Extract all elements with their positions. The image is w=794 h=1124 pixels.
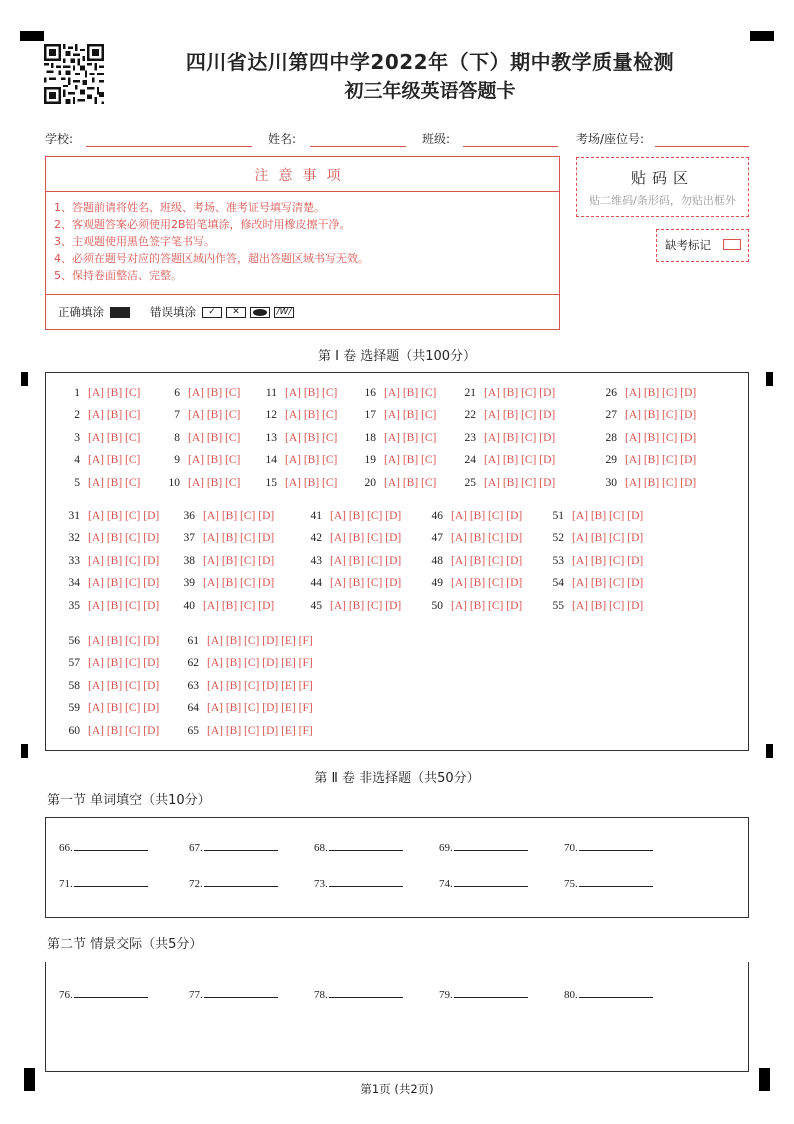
divider <box>46 294 559 295</box>
blank-70[interactable] <box>564 841 653 854</box>
answer-options[interactable]: [A] [B] [C] [D] <box>484 454 556 467</box>
choice-question-13[interactable] <box>259 432 337 444</box>
answer-options[interactable]: [A] [B] [C] [D] <box>330 510 402 522</box>
question-number: 56 <box>68 635 80 647</box>
seat-field[interactable] <box>655 146 749 147</box>
answer-line[interactable] <box>329 988 403 998</box>
question-number: 55 <box>552 599 564 612</box>
answer-options[interactable]: [A] [B] [C] [D] <box>330 599 402 612</box>
question-number: 27 <box>605 409 617 422</box>
page-subtitle: 初三年级英语答题卡 <box>344 80 516 102</box>
choice-question-49[interactable] <box>425 577 522 589</box>
answer-options[interactable]: [A] [B] [C] <box>88 454 141 467</box>
choice-question-51[interactable] <box>546 510 643 522</box>
blank-75[interactable] <box>564 877 653 890</box>
notice-item: 4、必须在题号对应的答题区域内作答，超出答题区域书写无效。 <box>54 252 369 265</box>
choice-question-62[interactable] <box>181 657 313 669</box>
blank-number: 68. <box>314 842 328 854</box>
choice-question-33[interactable] <box>62 555 159 567</box>
choice-question-44[interactable] <box>304 577 401 589</box>
answer-options[interactable]: [A] [B] [C] <box>88 476 141 489</box>
answer-line[interactable] <box>454 988 528 998</box>
blank-number: 70. <box>564 842 578 854</box>
choice-question-28[interactable] <box>599 432 696 444</box>
answer-line[interactable] <box>329 841 403 851</box>
answer-options[interactable]: [A] [B] [C] [D] <box>88 679 160 692</box>
correct-fill-example-icon <box>110 307 130 318</box>
choice-question-29[interactable] <box>599 454 696 466</box>
notice-item: 3、主观题使用黑色签字笔书写。 <box>54 235 215 248</box>
question-number: 63 <box>187 679 199 692</box>
answer-options[interactable]: [A] [B] [C] [D] <box>88 599 160 612</box>
registration-mark-top-left <box>20 31 44 41</box>
answer-options[interactable]: [A] [B] [C] [D] [E] [F] <box>207 679 313 692</box>
name-label: 姓名: <box>268 132 297 146</box>
choice-question-59[interactable] <box>62 702 159 714</box>
blank-72[interactable] <box>189 877 278 890</box>
class-label: 班级: <box>422 132 451 146</box>
answer-options[interactable]: [A] [B] [C] [D] <box>572 532 644 545</box>
question-number: 43 <box>310 554 322 567</box>
answer-options[interactable]: [A] [B] [C] [D] <box>625 431 697 444</box>
name-field[interactable] <box>310 146 406 147</box>
answer-options[interactable]: [A] [B] [C] [D] <box>330 577 402 590</box>
question-number: 54 <box>552 577 564 590</box>
answer-options[interactable]: [A] [B] [C] <box>188 431 241 444</box>
notice-item: 2、客观题答案必须使用2B铅笔填涂，修改时用橡皮擦干净。 <box>54 218 351 231</box>
question-number: 48 <box>431 554 443 567</box>
choice-question-27[interactable] <box>599 409 696 421</box>
answer-options[interactable]: [A] [B] [C] <box>384 431 437 444</box>
question-number: 14 <box>265 454 277 467</box>
question-number: 45 <box>310 599 322 612</box>
blank-69[interactable] <box>439 841 528 854</box>
blank-number: 69. <box>439 842 453 854</box>
answer-options[interactable]: [A] [B] [C] <box>285 454 338 467</box>
question-number: 21 <box>464 387 476 399</box>
question-number: 62 <box>187 657 199 670</box>
question-number: 13 <box>265 431 277 444</box>
answer-options[interactable]: [A] [B] [C] [D] <box>203 554 275 567</box>
choice-question-55[interactable] <box>546 600 643 612</box>
question-number: 12 <box>265 409 277 422</box>
question-number: 39 <box>183 577 195 590</box>
blank-73[interactable] <box>314 877 403 890</box>
question-number: 16 <box>364 387 376 399</box>
blank-number: 80. <box>564 989 578 1001</box>
choice-question-38[interactable] <box>177 555 274 567</box>
answer-options[interactable]: [A] [B] [C] <box>285 476 338 489</box>
notice-box <box>45 156 560 330</box>
choice-question-45[interactable] <box>304 600 401 612</box>
question-number: 26 <box>605 387 617 399</box>
question-number: 59 <box>68 702 80 715</box>
question-number: 2 <box>74 409 80 422</box>
blank-number: 71. <box>59 878 73 890</box>
answer-line[interactable] <box>454 877 528 887</box>
choice-question-41[interactable] <box>304 510 401 522</box>
choice-question-24[interactable] <box>458 454 555 466</box>
blank-79[interactable] <box>439 988 528 1001</box>
answer-options[interactable]: [A] [B] [C] [D] <box>88 657 160 670</box>
question-number: 8 <box>174 431 180 444</box>
answer-options[interactable]: [A] [B] [C] [D] <box>572 554 644 567</box>
answer-options[interactable]: [A] [B] [C] [D] <box>203 577 275 590</box>
school-label: 学校: <box>45 132 74 146</box>
choice-question-7[interactable] <box>162 409 240 421</box>
wrong-fill-label: 错误填涂 <box>150 305 196 319</box>
dialogue-fill-area <box>45 962 749 1072</box>
timing-mark-left-2 <box>21 744 28 758</box>
choice-question-14[interactable] <box>259 454 337 466</box>
answer-options[interactable]: [A] [B] [C] [D] <box>572 577 644 590</box>
answer-options[interactable]: [A] [B] [C] <box>188 454 241 467</box>
timing-mark-left-1 <box>21 372 28 386</box>
choice-question-48[interactable] <box>425 555 522 567</box>
answer-options[interactable]: [A] [B] [C] [D] <box>88 577 160 590</box>
blank-76[interactable] <box>59 988 148 1001</box>
filled-oval-icon <box>250 307 270 318</box>
registration-mark-top-right <box>750 31 774 41</box>
question-number: 17 <box>364 409 376 422</box>
question-number: 58 <box>68 679 80 692</box>
page-title: 四川省达川第四中学2022年（下）期中教学质量检测 <box>185 50 675 74</box>
choice-question-40[interactable] <box>177 600 274 612</box>
answer-line[interactable] <box>74 988 148 998</box>
answer-options[interactable]: [A] [B] [C] [D] <box>88 510 160 522</box>
cross-mark-icon: ✕ <box>226 307 246 318</box>
choice-question-11[interactable] <box>259 387 337 399</box>
choice-question-22[interactable] <box>458 409 555 421</box>
answer-options[interactable]: [A] [B] [C] <box>188 476 241 489</box>
page-footer: 第1页 (共2页) <box>360 1082 434 1096</box>
question-number: 19 <box>364 454 376 467</box>
question-number: 57 <box>68 657 80 670</box>
choice-question-5[interactable] <box>62 477 140 489</box>
answer-options[interactable]: [A] [B] [C] [D] <box>451 532 523 545</box>
answer-options[interactable]: [A] [B] [C] [D] <box>484 476 556 489</box>
sticker-note: 贴二维码/条形码，勿贴出框外 <box>589 194 736 207</box>
barcode-sticker-zone <box>576 157 749 217</box>
choice-question-60[interactable] <box>62 725 159 737</box>
question-number: 30 <box>605 476 617 489</box>
answer-options[interactable]: [A] [B] [C] [D] [E] [F] <box>207 635 313 647</box>
answer-options[interactable]: [A] [B] [C] [D] [E] [F] <box>207 702 313 715</box>
choice-question-50[interactable] <box>425 600 522 612</box>
blank-number: 75. <box>564 878 578 890</box>
answer-options[interactable]: [A] [B] [C] [D] <box>203 599 275 612</box>
choice-question-61[interactable] <box>181 635 313 647</box>
choice-question-57[interactable] <box>62 657 159 669</box>
choice-question-19[interactable] <box>358 454 436 466</box>
choice-question-10[interactable] <box>162 477 240 489</box>
question-number: 47 <box>431 532 443 545</box>
answer-options[interactable]: [A] [B] [C] <box>384 454 437 467</box>
question-number: 42 <box>310 532 322 545</box>
part2-title: 第 Ⅱ 卷 非选择题（共50分） <box>314 771 480 786</box>
question-number: 40 <box>183 599 195 612</box>
answer-options[interactable]: [A] [B] [C] [D] <box>451 599 523 612</box>
question-number: 65 <box>187 724 199 737</box>
choice-question-39[interactable] <box>177 577 274 589</box>
question-number: 60 <box>68 724 80 737</box>
answer-options[interactable]: [A] [B] [C] [D] <box>88 554 160 567</box>
choice-question-64[interactable] <box>181 702 313 714</box>
question-number: 36 <box>183 510 195 522</box>
answer-options[interactable]: [A] [B] [C] [D] <box>484 387 556 399</box>
question-number: 46 <box>431 510 443 522</box>
answer-options[interactable]: [A] [B] [C] <box>88 409 141 422</box>
question-number: 20 <box>364 476 376 489</box>
question-number: 3 <box>74 431 80 444</box>
question-number: 51 <box>552 510 564 522</box>
choice-question-36[interactable] <box>177 510 274 522</box>
question-number: 64 <box>187 702 199 715</box>
question-number: 23 <box>464 431 476 444</box>
blank-number: 76. <box>59 989 73 1001</box>
choice-question-2[interactable] <box>62 409 140 421</box>
answer-options[interactable]: [A] [B] [C] [D] <box>203 510 275 522</box>
answer-options[interactable]: [A] [B] [C] [D] <box>88 702 160 715</box>
timing-mark-right-1 <box>766 372 773 386</box>
choice-question-53[interactable] <box>546 555 643 567</box>
question-number: 61 <box>187 635 199 647</box>
question-number: 32 <box>68 532 80 545</box>
answer-options[interactable]: [A] [B] [C] [D] <box>451 577 523 590</box>
answer-line[interactable] <box>204 988 278 998</box>
answer-options[interactable]: [A] [B] [C] [D] <box>625 409 697 422</box>
choice-question-1[interactable] <box>62 387 140 399</box>
answer-options[interactable]: [A] [B] [C] [D] <box>330 532 402 545</box>
notice-item: 5、保持卷面整洁、完整。 <box>54 269 182 282</box>
answer-options[interactable]: [A] [B] [C] [D] <box>625 387 697 399</box>
choice-question-3[interactable] <box>62 432 140 444</box>
choice-question-23[interactable] <box>458 432 555 444</box>
question-number: 28 <box>605 431 617 444</box>
choice-question-65[interactable] <box>181 725 313 737</box>
choice-question-6[interactable] <box>162 387 240 399</box>
answer-options[interactable]: [A] [B] [C] [D] <box>203 532 275 545</box>
choice-question-16[interactable] <box>358 387 436 399</box>
question-number: 25 <box>464 476 476 489</box>
answer-options[interactable]: [A] [B] [C] <box>88 387 141 399</box>
answer-line[interactable] <box>454 841 528 851</box>
answer-options[interactable]: [A] [B] [C] <box>384 387 437 399</box>
choice-question-37[interactable] <box>177 532 274 544</box>
choice-question-30[interactable] <box>599 477 696 489</box>
blank-68[interactable] <box>314 841 403 854</box>
blank-number: 66. <box>59 842 73 854</box>
answer-options[interactable]: [A] [B] [C] [D] <box>484 409 556 422</box>
answer-options[interactable]: [A] [B] [C] [D] <box>88 532 160 545</box>
answer-options[interactable]: [A] [B] [C] <box>88 431 141 444</box>
answer-line[interactable] <box>329 877 403 887</box>
answer-options[interactable]: [A] [B] [C] <box>285 409 338 422</box>
notice-item: 1、答题前请将姓名、班级、考场、准考证号填写清楚。 <box>54 201 325 214</box>
question-number: 10 <box>168 476 180 489</box>
notice-title: 注意事项 <box>254 168 351 184</box>
answer-options[interactable]: [A] [B] [C] [D] [E] [F] <box>207 724 313 737</box>
choice-question-18[interactable] <box>358 432 436 444</box>
blank-number: 74. <box>439 878 453 890</box>
answer-options[interactable]: [A] [B] [C] [D] <box>451 554 523 567</box>
question-number: 50 <box>431 599 443 612</box>
choice-question-15[interactable] <box>259 477 337 489</box>
question-number: 9 <box>174 454 180 467</box>
answer-options[interactable]: [A] [B] [C] [D] <box>484 431 556 444</box>
question-number: 15 <box>265 476 277 489</box>
answer-line[interactable] <box>579 988 653 998</box>
seat-label: 考场/座位号: <box>576 132 645 146</box>
choice-question-52[interactable] <box>546 532 643 544</box>
answer-options[interactable]: [A] [B] [C] [D] [E] [F] <box>207 657 313 670</box>
question-number: 24 <box>464 454 476 467</box>
choice-question-21[interactable] <box>458 387 555 399</box>
choice-question-25[interactable] <box>458 477 555 489</box>
question-number: 31 <box>68 510 80 522</box>
question-number: 53 <box>552 554 564 567</box>
scribble-mark-icon: /W/ <box>274 307 294 318</box>
question-number: 38 <box>183 554 195 567</box>
question-number: 52 <box>552 532 564 545</box>
answer-options[interactable]: [A] [B] [C] [D] <box>625 476 697 489</box>
answer-line[interactable] <box>74 841 148 851</box>
answer-options[interactable]: [A] [B] [C] [D] <box>451 510 523 522</box>
blank-67[interactable] <box>189 841 278 854</box>
question-number: 5 <box>74 476 80 489</box>
choice-question-8[interactable] <box>162 432 240 444</box>
timing-mark-right-2 <box>766 744 773 758</box>
absent-checkbox[interactable] <box>723 239 741 250</box>
answer-options[interactable]: [A] [B] [C] [D] <box>625 454 697 467</box>
blank-71[interactable] <box>59 877 148 890</box>
answer-options[interactable]: [A] [B] [C] <box>188 409 241 422</box>
choice-question-4[interactable] <box>62 454 140 466</box>
answer-options[interactable]: [A] [B] [C] [D] <box>330 554 402 567</box>
choice-question-46[interactable] <box>425 510 522 522</box>
question-number: 22 <box>464 409 476 422</box>
correct-fill-label: 正确填涂 <box>58 305 104 319</box>
blank-number: 77. <box>189 989 203 1001</box>
class-field[interactable] <box>463 146 558 147</box>
choice-question-56[interactable] <box>62 635 159 647</box>
absent-mark-area <box>656 229 749 262</box>
answer-line[interactable] <box>204 841 278 851</box>
answer-options[interactable]: [A] [B] [C] [D] <box>572 510 644 522</box>
choice-question-63[interactable] <box>181 680 313 692</box>
answer-line[interactable] <box>204 877 278 887</box>
blank-number: 67. <box>189 842 203 854</box>
question-number: 11 <box>265 387 277 399</box>
blank-number: 78. <box>314 989 328 1001</box>
question-number: 37 <box>183 532 195 545</box>
choice-question-20[interactable] <box>358 477 436 489</box>
question-number: 35 <box>68 599 80 612</box>
answer-options[interactable]: [A] [B] [C] <box>188 387 241 399</box>
blank-number: 79. <box>439 989 453 1001</box>
blank-number: 72. <box>189 878 203 890</box>
part1-title: 第 Ⅰ 卷 选择题（共100分） <box>317 349 477 364</box>
blank-number: 73. <box>314 878 328 890</box>
divider <box>46 191 559 192</box>
school-field[interactable] <box>86 146 252 147</box>
absent-label: 缺考标记 <box>665 238 711 252</box>
question-number: 41 <box>310 510 322 522</box>
notice-list <box>54 199 369 284</box>
answer-line[interactable] <box>579 877 653 887</box>
question-number: 44 <box>310 577 322 590</box>
choice-question-26[interactable] <box>599 387 696 399</box>
choice-question-47[interactable] <box>425 532 522 544</box>
section1-title: 第一节 单词填空（共10分） <box>47 793 211 808</box>
answer-options[interactable]: [A] [B] [C] <box>285 431 338 444</box>
multiple-choice-area <box>45 372 749 751</box>
choice-question-35[interactable] <box>62 600 159 612</box>
choice-question-9[interactable] <box>162 454 240 466</box>
answer-options[interactable]: [A] [B] [C] <box>285 387 338 399</box>
blank-80[interactable] <box>564 988 653 1001</box>
choice-question-32[interactable] <box>62 532 159 544</box>
answer-options[interactable]: [A] [B] [C] <box>384 476 437 489</box>
choice-question-31[interactable] <box>62 510 159 522</box>
choice-question-43[interactable] <box>304 555 401 567</box>
blank-78[interactable] <box>314 988 403 1001</box>
question-number: 1 <box>74 387 80 399</box>
choice-question-42[interactable] <box>304 532 401 544</box>
sticker-title: 贴码区 <box>630 169 694 187</box>
blank-77[interactable] <box>189 988 278 1001</box>
choice-question-54[interactable] <box>546 577 643 589</box>
choice-question-58[interactable] <box>62 680 159 692</box>
answer-options[interactable]: [A] [B] [C] [D] <box>88 724 160 737</box>
question-number: 34 <box>68 577 80 590</box>
answer-line[interactable] <box>579 841 653 851</box>
fill-example-row <box>58 304 296 320</box>
question-number: 4 <box>74 454 80 467</box>
section2-title: 第二节 情景交际（共5分） <box>47 937 203 952</box>
question-number: 49 <box>431 577 443 590</box>
question-number: 7 <box>174 409 180 422</box>
question-number: 33 <box>68 554 80 567</box>
answer-options[interactable]: [A] [B] [C] [D] <box>88 635 160 647</box>
answer-options[interactable]: [A] [B] [C] <box>384 409 437 422</box>
choice-question-34[interactable] <box>62 577 159 589</box>
blank-74[interactable] <box>439 877 528 890</box>
question-number: 29 <box>605 454 617 467</box>
choice-question-12[interactable] <box>259 409 337 421</box>
check-mark-icon: ✓ <box>202 307 222 318</box>
answer-line[interactable] <box>74 877 148 887</box>
word-fill-area <box>45 817 749 918</box>
answer-options[interactable]: [A] [B] [C] [D] <box>572 599 644 612</box>
question-number: 18 <box>364 431 376 444</box>
choice-question-17[interactable] <box>358 409 436 421</box>
blank-66[interactable] <box>59 841 148 854</box>
question-number: 6 <box>174 387 180 399</box>
